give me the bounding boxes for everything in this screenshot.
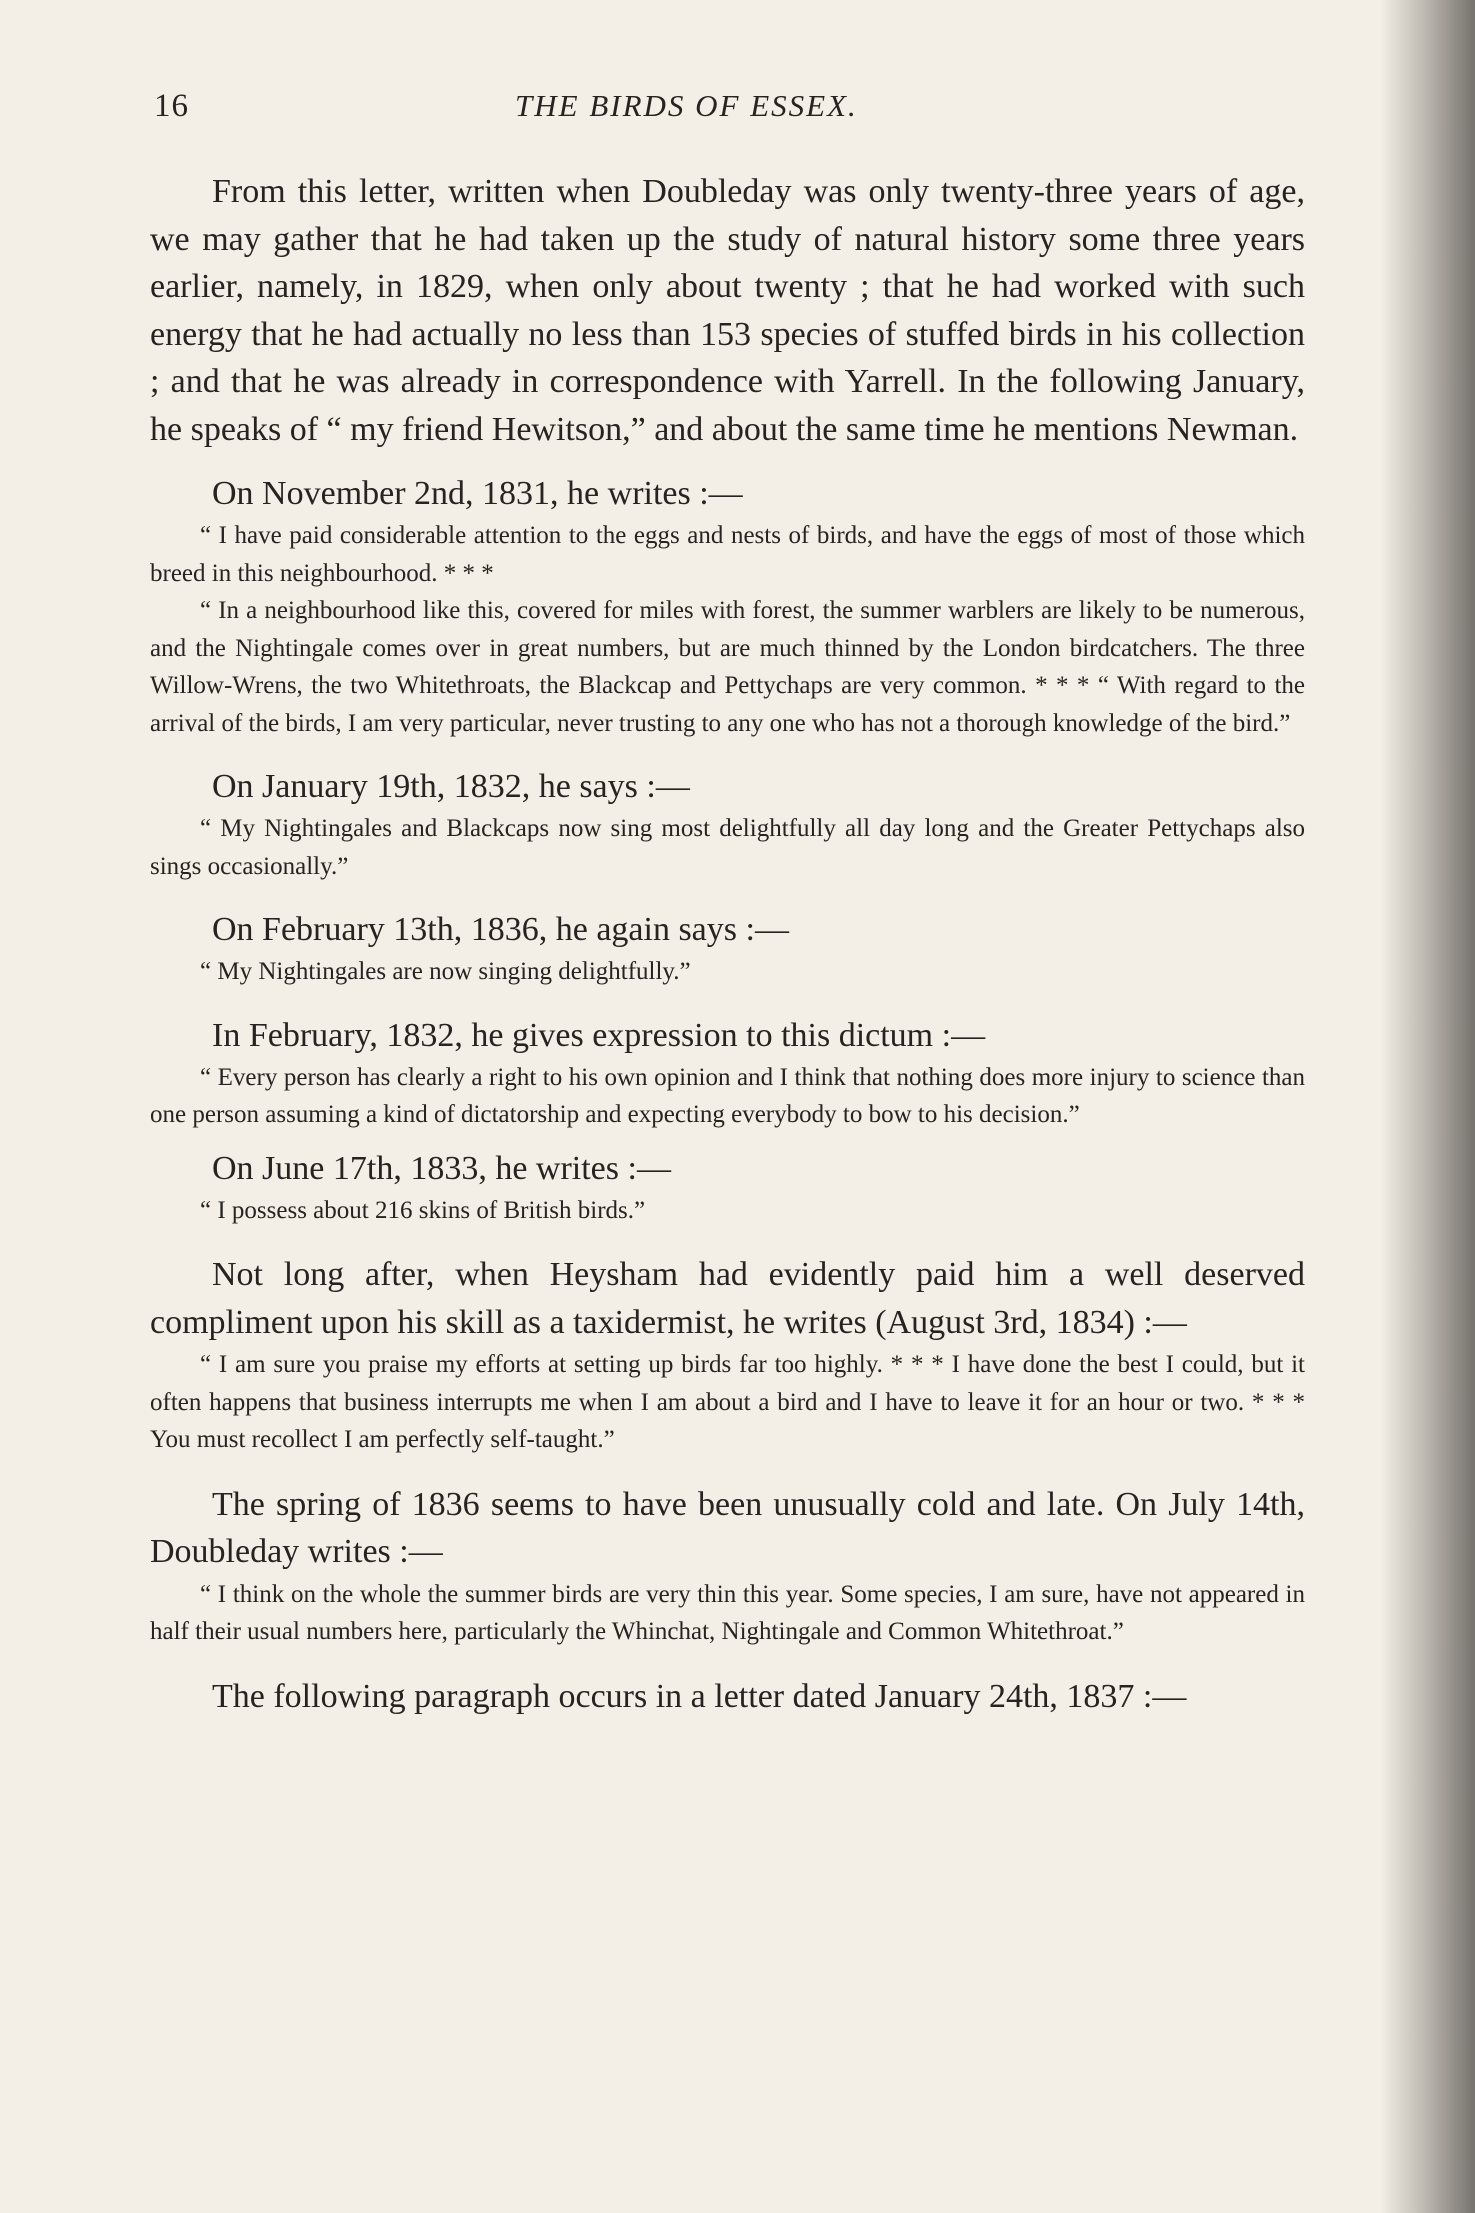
quote-feb-1832: “ Every person has clearly a right to his own opinion and I think that nothing does more injury to science than one person assuming a kind of dictatorship and expecting everybody to bow to his decision.” xyxy=(150,1063,1305,1128)
letter-heading-feb-1836: On February 13th, 1836, he again says :— xyxy=(212,911,789,948)
quote-feb-1836: “ My Nightingales are now singing delightfully.” xyxy=(200,958,691,985)
letter-heading-jan-1832: On January 19th, 1832, he says :— xyxy=(212,768,690,805)
paragraph-intro: From this letter, written when Doubleday was only twenty-three years of age, we may gather that he had taken up the study of natural history some three years earlier, namely, in 1829, when only about twenty ; that he had worked with such energy that he had actually no less than 153 species of stuffed birds in his collection ; and that he was already in correspondence with Yarrell. In the following January, he speaks of “ my friend Hewitson,” and about the same time he mentions Newman. xyxy=(150,173,1305,448)
letter-heading-feb-1832: In February, 1832, he gives expression to this dictum :— xyxy=(212,1016,986,1054)
paragraph-aug-1834: Not long after, when Heysham had evidently paid him a well deserved compliment upon his skill as a taxidermist, he writes (August 3rd, 1834) :— xyxy=(150,1256,1305,1341)
quote-jun-1833: “ I possess about 216 skins of British birds.” xyxy=(200,1196,646,1224)
paragraph-spring-1836: The spring of 1836 seems to have been unusually cold and late. On July 14th, Doubleday writes :— xyxy=(150,1485,1305,1570)
running-head xyxy=(150,88,1305,128)
page-number: 16 xyxy=(154,88,189,124)
running-title: THE BIRDS OF ESSEX. xyxy=(515,88,858,123)
letter-heading-nov-1831: On November 2nd, 1831, he writes :— xyxy=(212,475,743,512)
quote-aug-1834: “ I am sure you praise my efforts at setting up birds far too highly. * * * I have done the best I could, but it often happens that business interrupts me when I am about a bird and I have to leave it for an hour or two. * * * You must recollect I am perfectly self-taught.” xyxy=(150,1351,1305,1453)
page-edge-shadow xyxy=(1380,0,1475,2213)
quote-jan-1832: “ My Nightingales and Blackcaps now sing most delightfully all day long and the Greater Pettychaps also sings occasionally.” xyxy=(150,815,1305,880)
quote-nov-1831-a: “ I have paid considerable attention to the eggs and nests of birds, and have the eggs of most of those which breed in this neighbourhood. * * * xyxy=(150,522,1305,587)
letter-heading-jun-1833: On June 17th, 1833, he writes :— xyxy=(212,1149,671,1187)
quote-jul-1836: “ I think on the whole the summer birds are very thin this year. Some species, I am sure, have not appeared in half their usual numbers here, particularly the Whinchat, Nightingale and Common Whitethroat.” xyxy=(150,1580,1305,1645)
quote-nov-1831-b: “ In a neighbourhood like this, covered for miles with forest, the summer warblers are likely to be numerous, and the Nightingale comes over in great numbers, but are much thinned by the London birdcatchers. The three Willow-Wrens, the two Whitethroats, the Blackcap and Pettychaps are very common. * * * “ With regard to the arrival of the birds, I am very particular, never trusting to any one who has not a thorough knowledge of the bird.” xyxy=(150,597,1305,737)
book-page xyxy=(150,88,1305,1720)
paragraph-jan-1837: The following paragraph occurs in a letter dated January 24th, 1837 :— xyxy=(212,1677,1187,1715)
